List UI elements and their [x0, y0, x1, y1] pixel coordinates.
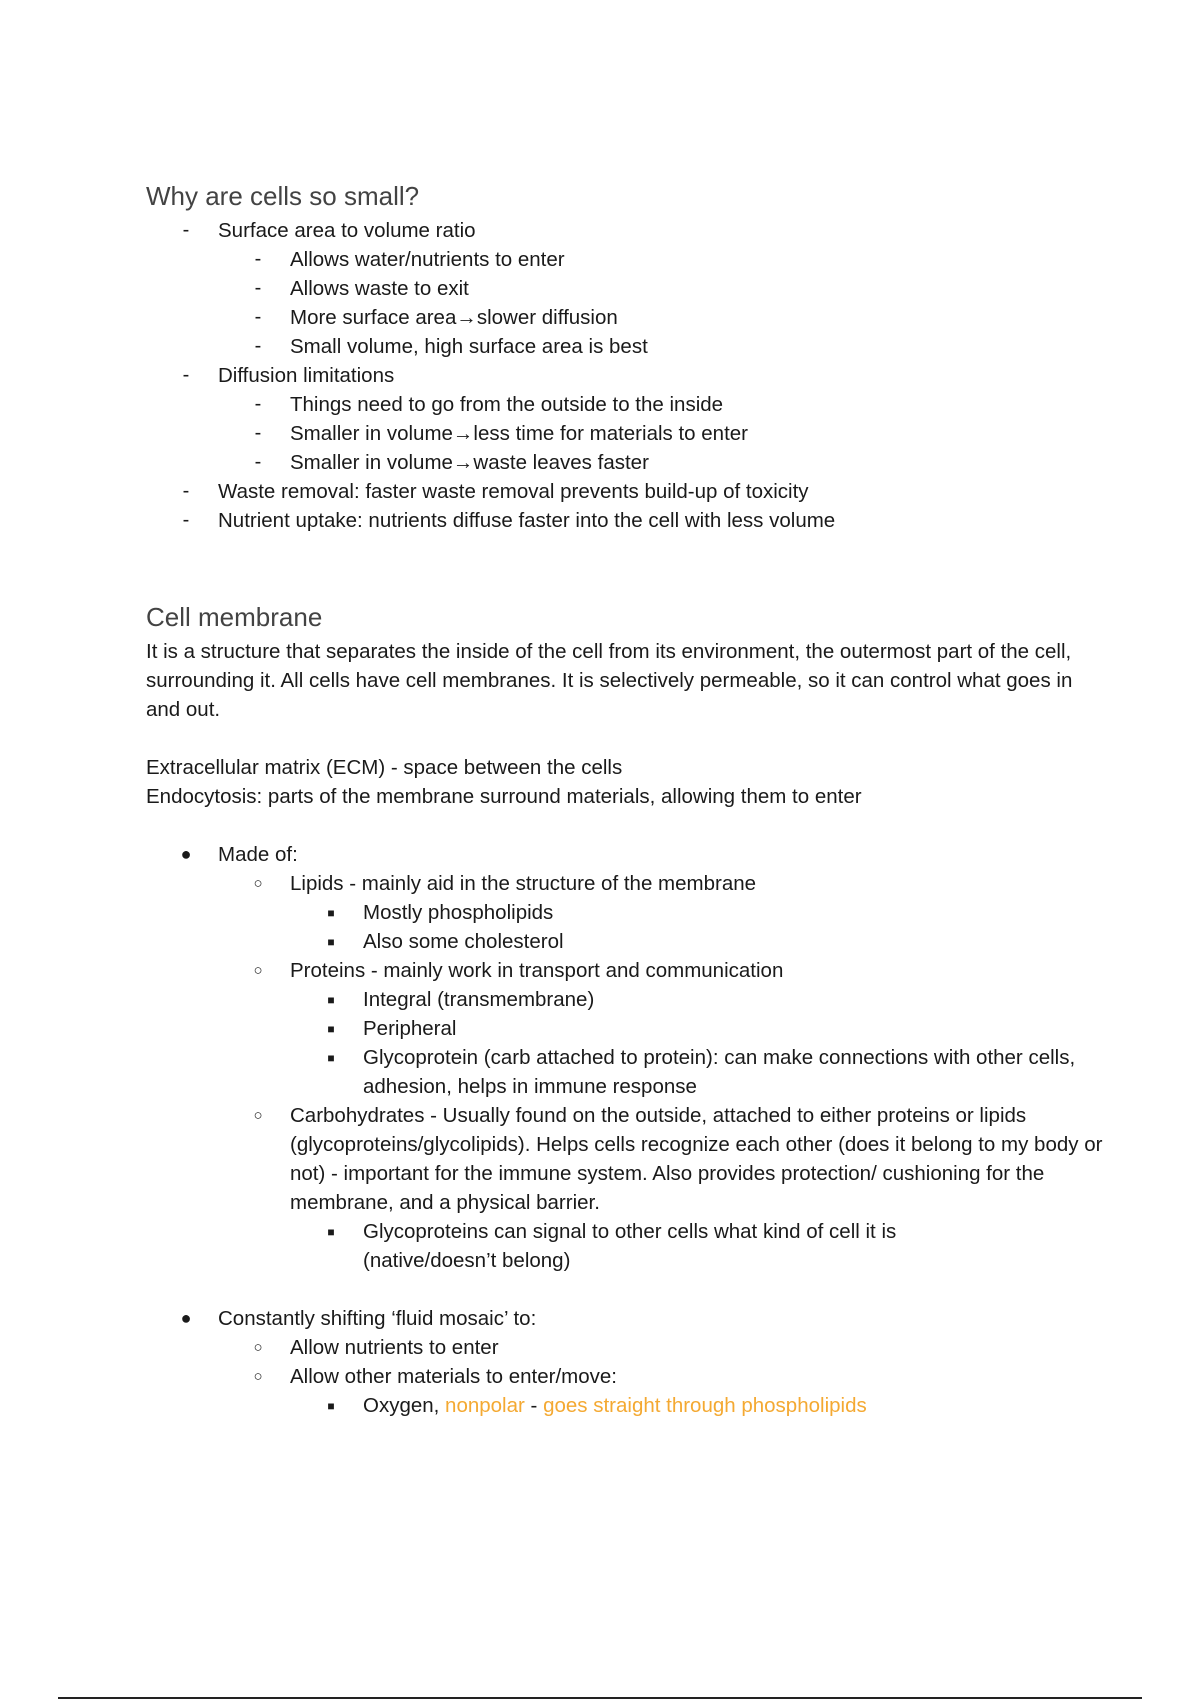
list-item: - Smaller in volume→waste leaves faster: [146, 448, 1106, 477]
dash-bullet: -: [182, 364, 190, 386]
dash-bullet: -: [254, 277, 262, 299]
list-item: - Nutrient uptake: nutrients diffuse faster into the cell with less volume: [146, 506, 1106, 535]
circle-bullet: ○: [253, 1107, 263, 1124]
list-item: ■ Glycoproteins can signal to other cells what kind of cell it is (native/doesn’t belong): [146, 1217, 1106, 1275]
square-bullet: ■: [327, 993, 335, 1007]
membrane-intro-paragraph: It is a structure that separates the inside of the cell from its environment, the outermost part of the cell, surrounding it. All cells have cell membranes. It is selectively permeable, so it can control what goes in and out.: [146, 640, 1073, 721]
heading-why-cells-small: Why are cells so small?: [146, 181, 420, 211]
square-bullet: ■: [327, 935, 335, 949]
list-item: ■ Integral (transmembrane): [146, 985, 1106, 1014]
list-item: - Surface area to volume ratio: [146, 216, 1106, 245]
page-bottom-rule: [58, 1697, 1142, 1699]
square-bullet: ■: [327, 1051, 335, 1065]
list-item: ● Constantly shifting ‘fluid mosaic’ to:: [146, 1304, 1106, 1333]
circle-bullet: ○: [253, 962, 263, 979]
document-page: [146, 176, 1106, 1420]
highlighted-phrase: goes straight through phospholipids: [543, 1394, 867, 1417]
ecm-definition: Extracellular matrix (ECM) - space between the cells: [146, 756, 623, 779]
list-item: - Waste removal: faster waste removal prevents build-up of toxicity: [146, 477, 1106, 506]
heading-cell-membrane: Cell membrane: [146, 602, 323, 632]
dash-bullet: -: [254, 393, 262, 415]
dash-bullet: -: [182, 480, 190, 502]
square-bullet: ■: [327, 1399, 335, 1413]
list-item: ■ Oxygen, nonpolar - goes straight through phospholipids: [146, 1391, 1106, 1420]
list-item: - Things need to go from the outside to the inside: [146, 390, 1106, 419]
highlighted-term-nonpolar: nonpolar: [445, 1394, 525, 1417]
dot-bullet: ●: [180, 844, 192, 864]
endocytosis-definition: Endocytosis: parts of the membrane surround materials, allowing them to enter: [146, 785, 862, 808]
list-item: ● Made of:: [146, 840, 1106, 869]
list-item: ■ Mostly phospholipids: [146, 898, 1106, 927]
list-item: ■ Also some cholesterol: [146, 927, 1106, 956]
list-item: ○ Allow nutrients to enter: [146, 1333, 1106, 1362]
dash-bullet: -: [254, 248, 262, 270]
list-item: ○ Proteins - mainly work in transport and communication: [146, 956, 1106, 985]
list-item: - More surface area→slower diffusion: [146, 303, 1106, 332]
list-item: ■ Peripheral: [146, 1014, 1106, 1043]
dash-bullet: -: [254, 306, 262, 328]
circle-bullet: ○: [253, 1368, 263, 1385]
list-item: - Smaller in volume→less time for materials to enter: [146, 419, 1106, 448]
circle-bullet: ○: [253, 875, 263, 892]
list-item: ■ Glycoprotein (carb attached to protein): can make connections with other cells, adhesion, helps in immune response: [146, 1043, 1106, 1101]
dash-bullet: -: [182, 509, 190, 531]
circle-bullet: ○: [253, 1339, 263, 1356]
list-item: ○ Carbohydrates - Usually found on the outside, attached to either proteins or lipids (glycoproteins/glycolipids). Helps cells recognize each other (does it belong to my body or not) - important for the immune system. Also provides protection/ cushioning for the membrane, and a physical barrier.: [146, 1101, 1106, 1217]
list-item: - Diffusion limitations: [146, 361, 1106, 390]
dash-bullet: -: [254, 451, 262, 473]
square-bullet: ■: [327, 906, 335, 920]
list-item: - Allows waste to exit: [146, 274, 1106, 303]
dash-bullet: -: [254, 335, 262, 357]
list-item: ○ Allow other materials to enter/move:: [146, 1362, 1106, 1391]
square-bullet: ■: [327, 1022, 335, 1036]
list-item: - Allows water/nutrients to enter: [146, 245, 1106, 274]
square-bullet: ■: [327, 1225, 335, 1239]
list-item: ○ Lipids - mainly aid in the structure of the membrane: [146, 869, 1106, 898]
list-item: - Small volume, high surface area is best: [146, 332, 1106, 361]
dot-bullet: ●: [180, 1308, 192, 1328]
dash-bullet: -: [182, 219, 190, 241]
dash-bullet: -: [254, 422, 262, 444]
